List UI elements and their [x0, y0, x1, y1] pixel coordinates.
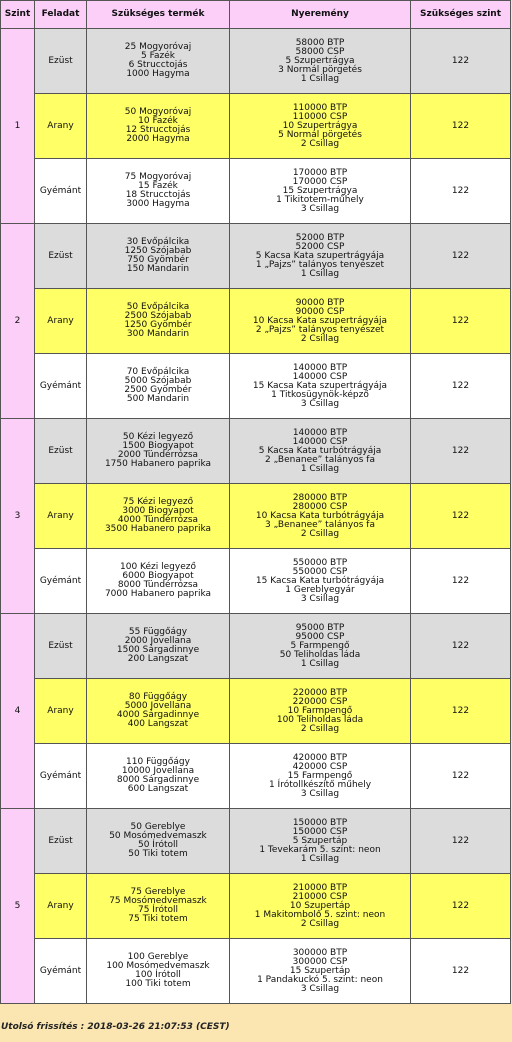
- reward-item: 5 Kacsa Kata turbótrágyája: [258, 445, 382, 456]
- min-level-cell: 122: [411, 94, 511, 159]
- required-item: 50 Írótoll: [137, 840, 178, 850]
- reward-item: 170000 CSP: [292, 176, 348, 187]
- reward-item: 150000 BTP: [292, 817, 348, 828]
- header-reward: Nyeremény: [230, 1, 411, 29]
- table-row: [1, 939, 511, 1004]
- required-item: 110 Függőágy: [126, 757, 190, 767]
- table-row: [1, 614, 511, 679]
- table-row: [1, 289, 511, 354]
- quest-table-body: [1, 29, 511, 1004]
- reward-item: 1 Makitombolő 5. szint: neon: [254, 909, 386, 920]
- reward-item: 550000 CSP: [292, 566, 348, 577]
- required-item: 150 Mandarin: [126, 264, 190, 274]
- reward-item: 170000 BTP: [292, 167, 348, 178]
- required-item: 8000 Sárgadinnye: [116, 775, 200, 785]
- required-item: 5000 Jovellana: [124, 701, 192, 711]
- reward-item: 300000 CSP: [292, 956, 348, 967]
- reward-item: 420000 CSP: [292, 761, 348, 772]
- reward-cell: [230, 354, 411, 419]
- required-item: 75 Írótoll: [137, 905, 178, 915]
- table-row: [1, 679, 511, 744]
- reward-item: 1 Pandakuckó 5. szint: neon: [257, 974, 383, 985]
- reward-item: 5 Szupertrágya: [285, 55, 355, 66]
- reward-item: 220000 BTP: [292, 687, 348, 698]
- required-items-cell: [87, 744, 230, 809]
- reward-item: 3 Csillag: [300, 398, 340, 409]
- reward-item: 210000 BTP: [292, 882, 348, 893]
- reward-item: 1 Csillag: [300, 463, 340, 474]
- required-item: 300 Mandarin: [126, 329, 190, 339]
- reward-item: 90000 BTP: [295, 297, 345, 308]
- required-items-cell: [87, 549, 230, 614]
- required-item: 6 Strucctojás: [128, 60, 188, 70]
- reward-item: 550000 BTP: [292, 557, 348, 568]
- required-item: 50 Mogyoróvaj: [124, 107, 192, 117]
- reward-item: 5 Farmpengő: [290, 640, 350, 651]
- min-level-cell: 122: [411, 159, 511, 224]
- required-item: 2000 Jovellana: [124, 636, 192, 646]
- reward-item: 140000 BTP: [292, 427, 348, 438]
- reward-cell: [230, 484, 411, 549]
- required-item: 25 Mogyoróvaj: [124, 42, 192, 52]
- reward-item: 58000 BTP: [295, 37, 345, 48]
- required-items-cell: [87, 809, 230, 874]
- task-name: Arany: [35, 289, 87, 354]
- reward-item: 5 Kacsa Kata szupertrágyája: [255, 250, 385, 261]
- required-item: 6000 Biogyapot: [122, 571, 194, 581]
- required-item: 1500 Sárgadinnye: [116, 645, 200, 655]
- required-items-cell: [87, 354, 230, 419]
- header-row: [1, 1, 511, 29]
- task-name: Gyémánt: [35, 939, 87, 1004]
- reward-item: 110000 BTP: [292, 102, 348, 113]
- reward-item: 1 Csillag: [300, 73, 340, 84]
- reward-cell: [230, 159, 411, 224]
- min-level-cell: 122: [411, 744, 511, 809]
- reward-item: 2 „Benanee” talányos fa: [265, 454, 375, 465]
- reward-item: 10 Kacsa Kata szupertrágyája: [252, 315, 388, 326]
- task-name: Ezüst: [35, 419, 87, 484]
- min-level-cell: 122: [411, 419, 511, 484]
- header-min-level: Szükséges szint: [411, 1, 511, 29]
- reward-item: 220000 CSP: [292, 696, 348, 707]
- task-name: Ezüst: [35, 809, 87, 874]
- required-item: 5000 Szójabab: [124, 376, 192, 386]
- reward-item: 10 Szupertáp: [289, 900, 351, 911]
- reward-item: 3 Csillag: [300, 203, 340, 214]
- required-item: 70 Evőpálcika: [126, 367, 190, 377]
- reward-cell: [230, 809, 411, 874]
- reward-item: 5 Szupertáp: [292, 835, 348, 846]
- min-level-cell: 122: [411, 874, 511, 939]
- reward-item: 280000 BTP: [292, 492, 348, 503]
- reward-item: 1 Csillag: [300, 853, 340, 864]
- reward-cell: [230, 224, 411, 289]
- required-item: 1750 Habanero paprika: [104, 459, 212, 469]
- table-row: [1, 354, 511, 419]
- required-items-cell: [87, 289, 230, 354]
- required-item: 100 Tiki totem: [125, 979, 191, 989]
- reward-item: 1 Titkosügynök-képző: [271, 389, 369, 400]
- required-item: 18 Strucctojás: [125, 190, 191, 200]
- reward-cell: [230, 419, 411, 484]
- required-item: 75 Kézi legyező: [122, 497, 194, 507]
- required-item: 15 Fazék: [138, 181, 178, 191]
- table-row: [1, 29, 511, 94]
- required-item: 2000 Tündérrózsa: [117, 450, 199, 460]
- reward-item: 15 Kacsa Kata turbótrágyája: [255, 575, 385, 586]
- required-item: 50 Tiki totem: [128, 849, 188, 859]
- required-items-cell: [87, 29, 230, 94]
- reward-item: 1 Gereblyegyár: [285, 584, 355, 595]
- reward-item: 420000 BTP: [292, 752, 348, 763]
- required-item: 30 Evőpálcika: [126, 237, 190, 247]
- required-items-cell: [87, 419, 230, 484]
- reward-item: 15 Kacsa Kata szupertrágyája: [252, 380, 388, 391]
- level-cell: 5: [1, 809, 35, 1004]
- required-item: 2500 Szójabab: [124, 311, 192, 321]
- level-cell: 2: [1, 224, 35, 419]
- reward-cell: [230, 29, 411, 94]
- reward-item: 10 Szupertrágya: [282, 120, 358, 131]
- table-row: [1, 874, 511, 939]
- reward-item: 52000 CSP: [295, 241, 345, 252]
- min-level-cell: 122: [411, 354, 511, 419]
- required-item: 1250 Szójabab: [124, 246, 192, 256]
- required-item: 80 Függőágy: [128, 692, 188, 702]
- required-item: 600 Langszat: [127, 784, 189, 794]
- reward-cell: [230, 679, 411, 744]
- required-item: 75 Mogyoróvaj: [124, 172, 192, 182]
- required-item: 2000 Hagyma: [126, 134, 190, 144]
- reward-item: 2 „Pajzs” talányos tenyészet: [255, 324, 385, 335]
- required-item: 500 Mandarin: [126, 394, 190, 404]
- reward-item: 1 Csillag: [300, 658, 340, 669]
- reward-item: 100 Teliholdas láda: [276, 714, 364, 725]
- reward-item: 15 Farmpengő: [287, 770, 353, 781]
- required-item: 1000 Hagyma: [126, 69, 190, 79]
- reward-item: 140000 CSP: [292, 436, 348, 447]
- reward-item: 2 Csillag: [300, 528, 340, 539]
- required-item: 1500 Biogyapot: [122, 441, 194, 451]
- task-name: Arany: [35, 484, 87, 549]
- required-item: 7000 Habanero paprika: [104, 589, 212, 599]
- required-items-cell: [87, 224, 230, 289]
- required-item: 400 Langszat: [127, 719, 189, 729]
- reward-item: 15 Szupertáp: [289, 965, 351, 976]
- reward-item: 1 Tevekarám 5. szint: neon: [259, 844, 381, 855]
- task-name: Gyémánt: [35, 744, 87, 809]
- min-level-cell: 122: [411, 809, 511, 874]
- reward-cell: [230, 549, 411, 614]
- reward-cell: [230, 94, 411, 159]
- reward-item: 150000 CSP: [292, 826, 348, 837]
- required-items-cell: [87, 874, 230, 939]
- required-item: 100 Kézi legyező: [120, 562, 196, 572]
- level-cell: 3: [1, 419, 35, 614]
- required-item: 50 Gereblye: [130, 822, 186, 832]
- task-name: Arany: [35, 874, 87, 939]
- reward-item: 300000 BTP: [292, 947, 348, 958]
- header-task: Feladat: [35, 1, 87, 29]
- table-row: [1, 809, 511, 874]
- required-item: 200 Langszat: [127, 654, 189, 664]
- reward-item: 1 „Pajzs” talányos tenyészet: [255, 259, 385, 270]
- task-name: Arany: [35, 679, 87, 744]
- reward-item: 2 Csillag: [300, 723, 340, 734]
- reward-item: 95000 BTP: [295, 622, 345, 633]
- required-items-cell: [87, 679, 230, 744]
- reward-cell: [230, 874, 411, 939]
- reward-item: 3 Csillag: [300, 593, 340, 604]
- reward-item: 2 Csillag: [300, 333, 340, 344]
- required-item: 3500 Habanero paprika: [104, 524, 212, 534]
- min-level-cell: 122: [411, 224, 511, 289]
- reward-item: 15 Szupertrágya: [282, 185, 358, 196]
- header-level: Szint: [1, 1, 35, 29]
- required-item: 50 Kézi legyező: [122, 432, 194, 442]
- required-items-cell: [87, 484, 230, 549]
- task-name: Gyémánt: [35, 354, 87, 419]
- reward-item: 1 Csillag: [300, 268, 340, 279]
- min-level-cell: 122: [411, 484, 511, 549]
- required-item: 12 Strucctojás: [125, 125, 191, 135]
- last-updated: Utolsó frissítés : 2018-03-26 21:07:53 (CEST): [1, 1022, 230, 1032]
- required-item: 4000 Tündérrózsa: [117, 515, 199, 525]
- required-item: 5 Fazék: [141, 51, 175, 61]
- reward-item: 140000 CSP: [292, 371, 348, 382]
- min-level-cell: 122: [411, 29, 511, 94]
- required-item: 75 Gereblye: [130, 887, 186, 897]
- level-cell: 4: [1, 614, 35, 809]
- reward-item: 3 Csillag: [300, 788, 340, 799]
- required-item: 3000 Biogyapot: [122, 506, 194, 516]
- required-items-cell: [87, 159, 230, 224]
- required-item: 2500 Gyömbér: [124, 385, 192, 395]
- reward-cell: [230, 289, 411, 354]
- table-row: [1, 224, 511, 289]
- reward-item: 50 Teliholdas láda: [279, 649, 361, 660]
- reward-item: 280000 CSP: [292, 501, 348, 512]
- task-name: Ezüst: [35, 614, 87, 679]
- reward-cell: [230, 744, 411, 809]
- required-item: 50 Mosómedvemaszk: [109, 831, 207, 841]
- reward-item: 3 Csillag: [300, 983, 340, 994]
- task-name: Ezüst: [35, 29, 87, 94]
- required-item: 100 Gereblye: [127, 952, 189, 962]
- header-required-items: Szükséges termék: [87, 1, 230, 29]
- reward-item: 140000 BTP: [292, 362, 348, 373]
- table-row: [1, 549, 511, 614]
- required-item: 10000 Jovellana: [121, 766, 195, 776]
- table-row: [1, 159, 511, 224]
- required-item: 75 Mosómedvemaszk: [109, 896, 207, 906]
- reward-item: 90000 CSP: [295, 306, 345, 317]
- required-item: 3000 Hagyma: [126, 199, 190, 209]
- reward-cell: [230, 614, 411, 679]
- required-item: 8000 Tündérrózsa: [117, 580, 199, 590]
- table-row: [1, 94, 511, 159]
- task-name: Arany: [35, 94, 87, 159]
- required-items-cell: [87, 94, 230, 159]
- reward-item: 52000 BTP: [295, 232, 345, 243]
- reward-item: 3 „Benanee” talányos fa: [265, 519, 375, 530]
- reward-item: 110000 CSP: [292, 111, 348, 122]
- required-item: 10 Fazék: [138, 116, 178, 126]
- reward-item: 3 Normál pörgetés: [278, 64, 362, 75]
- required-item: 750 Gyömbér: [127, 255, 189, 265]
- reward-item: 10 Kacsa Kata turbótrágyája: [255, 510, 385, 521]
- min-level-cell: 122: [411, 549, 511, 614]
- reward-item: 58000 CSP: [295, 46, 345, 57]
- required-item: 55 Függőágy: [128, 627, 188, 637]
- table-row: [1, 484, 511, 549]
- required-item: 1250 Gyömbér: [124, 320, 192, 330]
- min-level-cell: 122: [411, 679, 511, 744]
- required-items-cell: [87, 614, 230, 679]
- reward-item: 5 Normál pörgetés: [278, 129, 362, 140]
- reward-item: 2 Csillag: [300, 138, 340, 149]
- task-name: Gyémánt: [35, 549, 87, 614]
- required-item: 4000 Sárgadinnye: [116, 710, 200, 720]
- table-row: [1, 744, 511, 809]
- reward-item: 95000 CSP: [295, 631, 345, 642]
- reward-item: 2 Csillag: [300, 918, 340, 929]
- min-level-cell: 122: [411, 289, 511, 354]
- reward-item: 210000 CSP: [292, 891, 348, 902]
- required-item: 100 Mosómedvemaszk: [106, 961, 210, 971]
- reward-cell: [230, 939, 411, 1004]
- reward-item: 1 Tikitotem-műhely: [276, 194, 364, 205]
- table-row: [1, 419, 511, 484]
- required-item: 75 Tiki totem: [128, 914, 188, 924]
- level-cell: 1: [1, 29, 35, 224]
- task-name: Gyémánt: [35, 159, 87, 224]
- required-items-cell: [87, 939, 230, 1004]
- min-level-cell: 122: [411, 614, 511, 679]
- reward-item: 1 Írótollkészítő műhely: [268, 779, 372, 790]
- required-item: 100 Írótoll: [135, 970, 181, 980]
- task-name: Ezüst: [35, 224, 87, 289]
- reward-item: 10 Farmpengő: [287, 705, 353, 716]
- min-level-cell: 122: [411, 939, 511, 1004]
- required-item: 50 Evőpálcika: [126, 302, 190, 312]
